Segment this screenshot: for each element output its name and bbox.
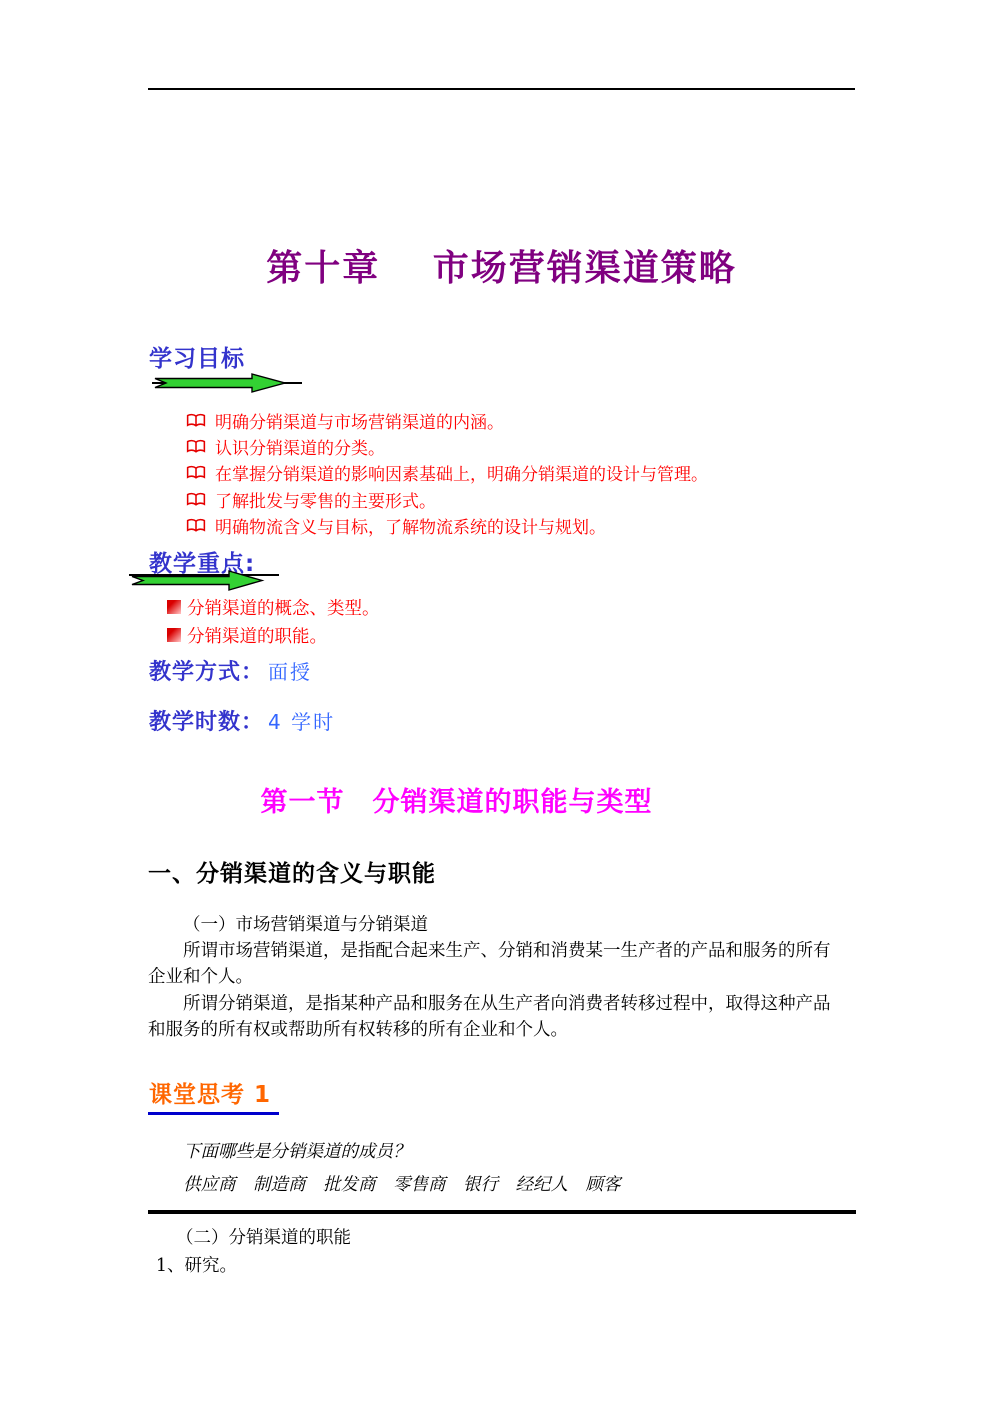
teaching-method-line: [149, 655, 312, 686]
teaching-method-value: 面授: [268, 660, 313, 684]
thinking-question: 下面哪些是分销渠道的成员？: [183, 1142, 411, 1162]
list-item-text: 分销渠道的职能。: [187, 626, 327, 647]
learning-goals-heading: 学习目标: [149, 346, 245, 372]
teaching-method-label: 教学方式：: [149, 660, 265, 685]
channel-functions-paragraphs: [148, 1224, 838, 1280]
teaching-focus-list: [167, 593, 380, 649]
teaching-hours-value: 4 学时: [268, 710, 336, 734]
paragraph: 1、研究。: [155, 1256, 238, 1276]
thinking-members: 供应商 制造商 批发商 零售商 银行 经纪人 顾客: [183, 1175, 621, 1195]
list-item-text: 认识分销渠道的分类。: [215, 438, 385, 459]
green-arrow-icon: [152, 372, 302, 394]
list-item: [186, 460, 708, 486]
open-book-icon: [186, 492, 206, 507]
list-item-text: 分销渠道的概念、类型。: [187, 598, 380, 619]
green-arrow-icon: [129, 569, 279, 591]
teaching-hours-line: [149, 705, 335, 736]
list-item: [186, 407, 708, 433]
definition-paragraphs: [148, 912, 838, 1043]
paragraph: （二）分销渠道的职能: [176, 1228, 351, 1248]
square-bullet-icon: [167, 600, 181, 614]
thinking-exercise: [148, 1136, 855, 1202]
paragraph: （一）市场营销渠道与分销渠道: [183, 915, 428, 935]
open-book-icon: [186, 465, 206, 480]
list-item: [186, 486, 708, 512]
class-thinking-heading: 课堂思考 1: [148, 1076, 279, 1115]
open-book-icon: [186, 439, 206, 454]
paragraph: 所谓分销渠道，是指某种产品和服务在从生产者向消费者转移过程中，取得这种产品和服务的所有权或帮助所有权转移的所有企业和个人。: [148, 993, 831, 1040]
bottom-horizontal-rule: [148, 1210, 856, 1214]
list-item-text: 了解批发与零售的主要形式。: [215, 491, 436, 512]
learning-goals-list: [186, 407, 708, 538]
list-item: [167, 621, 380, 649]
square-bullet-icon: [167, 628, 181, 642]
list-item: [186, 512, 708, 538]
paragraph: 所谓市场营销渠道，是指配合起来生产、分销和消费某一生产者的产品和服务的所有企业和个人。: [148, 941, 831, 988]
list-item-text: 在掌握分销渠道的影响因素基础上，明确分销渠道的设计与管理。: [215, 465, 708, 486]
list-item: [167, 593, 380, 621]
section-1-heading: 第一节 分销渠道的职能与类型: [260, 787, 653, 818]
top-horizontal-rule: [148, 88, 855, 90]
subsection-1-heading: 一、分销渠道的含义与职能: [148, 861, 436, 887]
teaching-focus-heading: 教学重点:: [149, 551, 256, 577]
open-book-icon: [186, 518, 206, 533]
chapter-title: 第十章 市场营销渠道策略: [266, 247, 737, 289]
list-item-text: 明确分销渠道与市场营销渠道的内涵。: [215, 412, 504, 433]
list-item: [186, 433, 708, 459]
teaching-hours-label: 教学时数：: [149, 710, 265, 735]
open-book-icon: [186, 413, 206, 428]
list-item-text: 明确物流含义与目标，了解物流系统的设计与规划。: [215, 517, 606, 538]
